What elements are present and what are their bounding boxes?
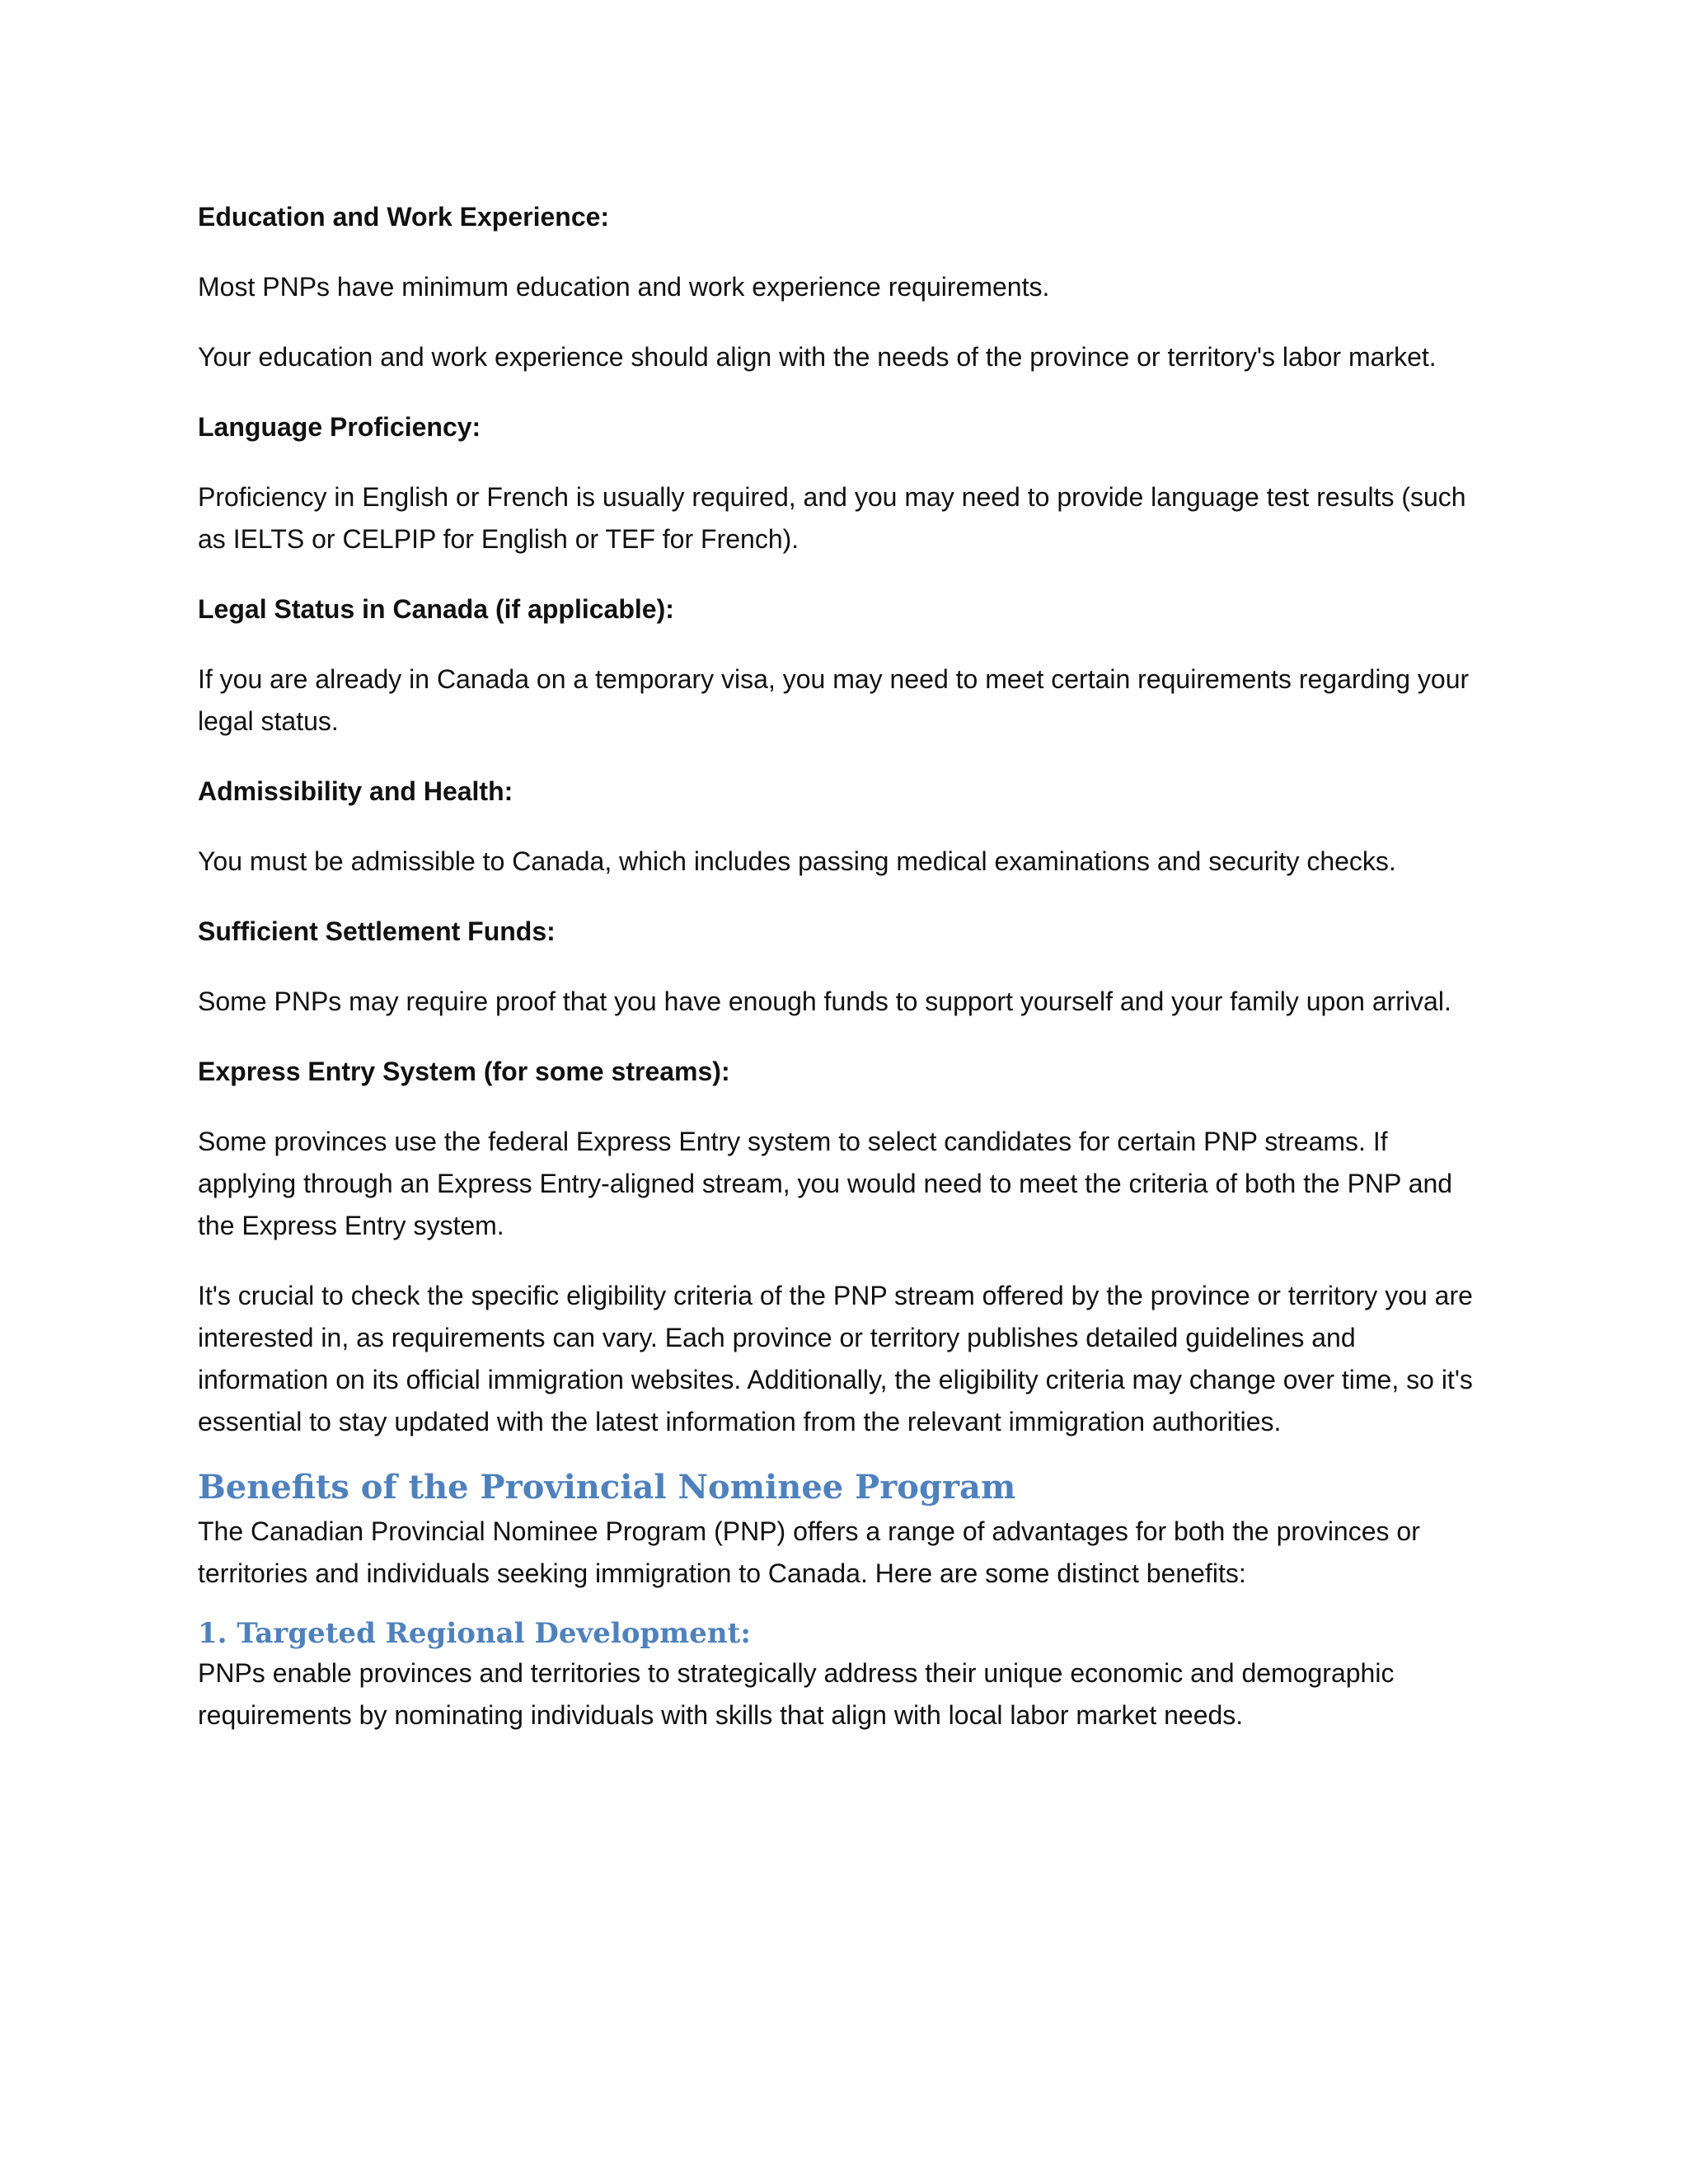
paragraph-min-requirements: Most PNPs have minimum education and work experience requirements.: [198, 272, 1050, 302]
heading-settlement-funds: Sufficient Settlement Funds:: [198, 916, 556, 946]
paragraph-temporary-visa: If you are already in Canada on a temporary visa, you may need to meet certain requirements regarding your legal status.: [198, 664, 1470, 736]
paragraph-proof-of-funds: Some PNPs may require proof that you have enough funds to support yourself and your family upon arrival.: [198, 987, 1451, 1016]
paragraph-benefits-intro: The Canadian Provincial Nominee Program (PNP) offers a range of advantages for both the provinces or territories and individuals seeking immigration to Canada. Here are some distinct benefits:: [198, 1516, 1420, 1588]
heading-express-entry: Express Entry System (for some streams):: [198, 1057, 730, 1086]
paragraph-check-criteria: It's crucial to check the specific eligibility criteria of the PNP stream offered by the province or territory you are interested in, as requirements can vary. Each province or territory publishes detailed guidelines and information on its official immigration websites. Additionally, the eligibility criteria may change over time, so it's essential to stay updated with the latest information from the relevant immigration authorities.: [198, 1281, 1473, 1436]
heading-admissibility-health: Admissibility and Health:: [198, 776, 513, 806]
subtitle-regional-development: 1. Targeted Regional Development:: [198, 1617, 751, 1650]
paragraph-admissible: You must be admissible to Canada, which includes passing medical examinations and security checks.: [198, 846, 1396, 876]
document-page: [198, 196, 1492, 1765]
heading-language-proficiency: Language Proficiency:: [198, 412, 481, 442]
paragraph-align-labor-market: Your education and work experience should align with the needs of the province or territory's labor market.: [198, 342, 1437, 372]
paragraph-language-tests: Proficiency in English or French is usually required, and you may need to provide language test results (such as IELTS or CELPIP for English or TEF for French).: [198, 482, 1466, 554]
paragraph-express-entry: Some provinces use the federal Express Entry system to select candidates for certain PNP streams. If applying through an Express Entry-aligned stream, you would need to meet the criteria of both the PNP and the Express Entry system.: [198, 1127, 1453, 1240]
heading-legal-status: Legal Status in Canada (if applicable):: [198, 594, 674, 624]
heading-education-work: Education and Work Experience:: [198, 202, 610, 232]
section-title-benefits: Benefits of the Provincial Nominee Program: [198, 1468, 1016, 1507]
paragraph-regional-development: PNPs enable provinces and territories to strategically address their unique economic and demographic requirements by nominating individuals with skills that align with local labor market needs.: [198, 1658, 1395, 1730]
